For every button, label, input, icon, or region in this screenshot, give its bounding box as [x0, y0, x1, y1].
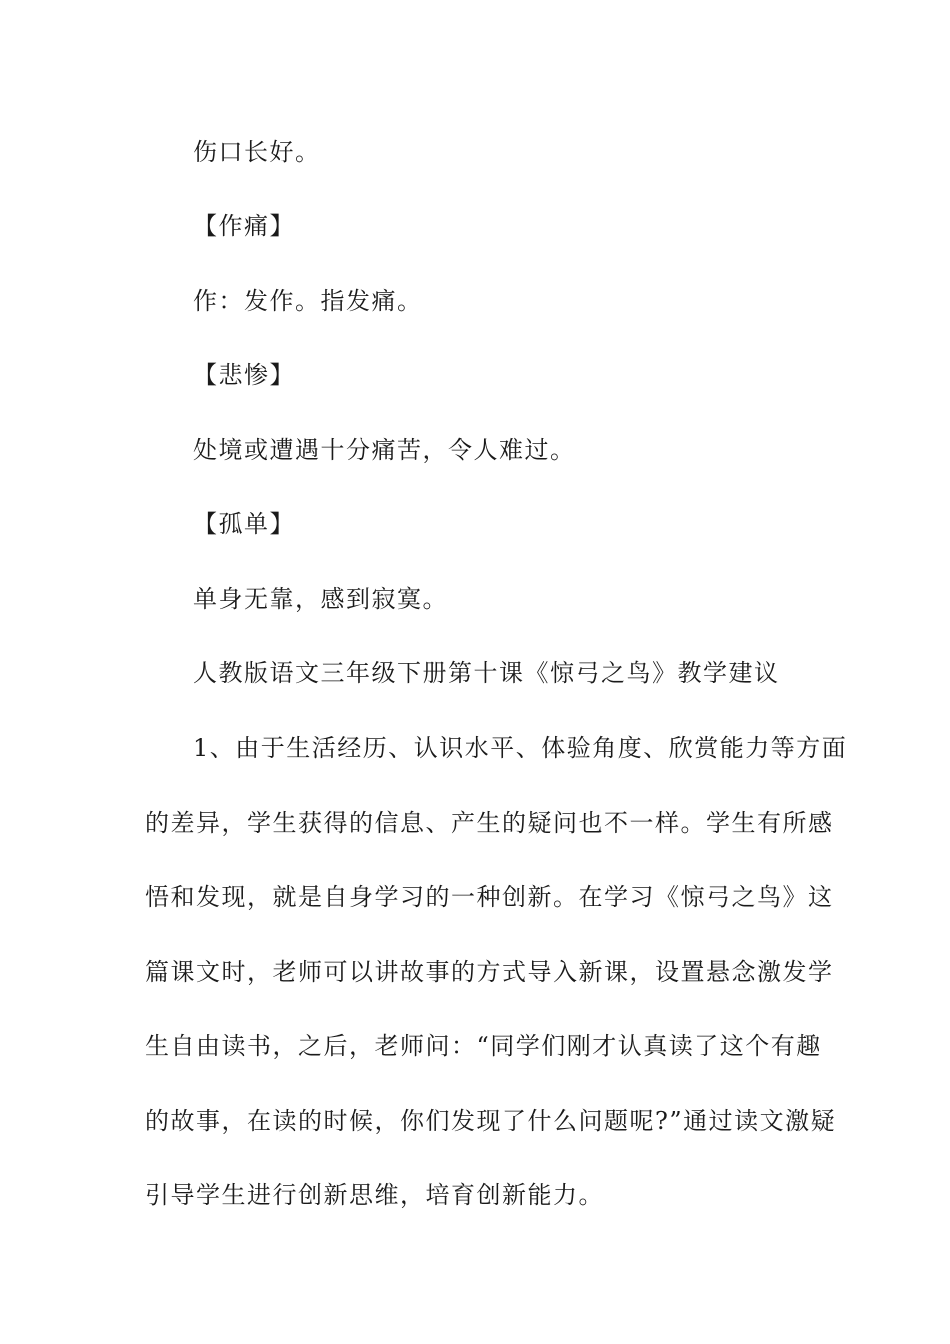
term-heading-beican: 【悲惨】	[193, 361, 295, 389]
text-line-5: 处境或遭遇十分痛苦，令人难过。	[193, 436, 576, 464]
paragraph-line-1: 1、由于生活经历、认识水平、体验角度、欣赏能力等方面	[193, 734, 848, 762]
paragraph-line-6: 的故事，在读的时候，你们发现了什么问题呢?”通过读文激疑	[145, 1107, 837, 1135]
text-line-7: 单身无靠，感到寂寞。	[193, 585, 448, 613]
paragraph-line-3: 悟和发现，就是自身学习的一种创新。在学习《惊弓之鸟》这	[145, 883, 834, 911]
term-heading-gudan: 【孤单】	[193, 510, 295, 538]
paragraph-line-7: 引导学生进行创新思维，培育创新能力。	[145, 1181, 604, 1209]
text-line-1: 伤口长好。	[193, 138, 321, 166]
paragraph-line-4: 篇课文时，老师可以讲故事的方式导入新课，设置悬念激发学	[145, 958, 834, 986]
text-line-3: 作：发作。指发痛。	[193, 287, 423, 315]
section-title: 人教版语文三年级下册第十课《惊弓之鸟》教学建议	[193, 659, 780, 687]
paragraph-line-2: 的差异，学生获得的信息、产生的疑问也不一样。学生有所感	[145, 809, 834, 837]
term-heading-zuotong: 【作痛】	[193, 212, 295, 240]
paragraph-line-5: 生自由读书，之后，老师问：“同学们刚才认真读了这个有趣	[145, 1032, 822, 1060]
